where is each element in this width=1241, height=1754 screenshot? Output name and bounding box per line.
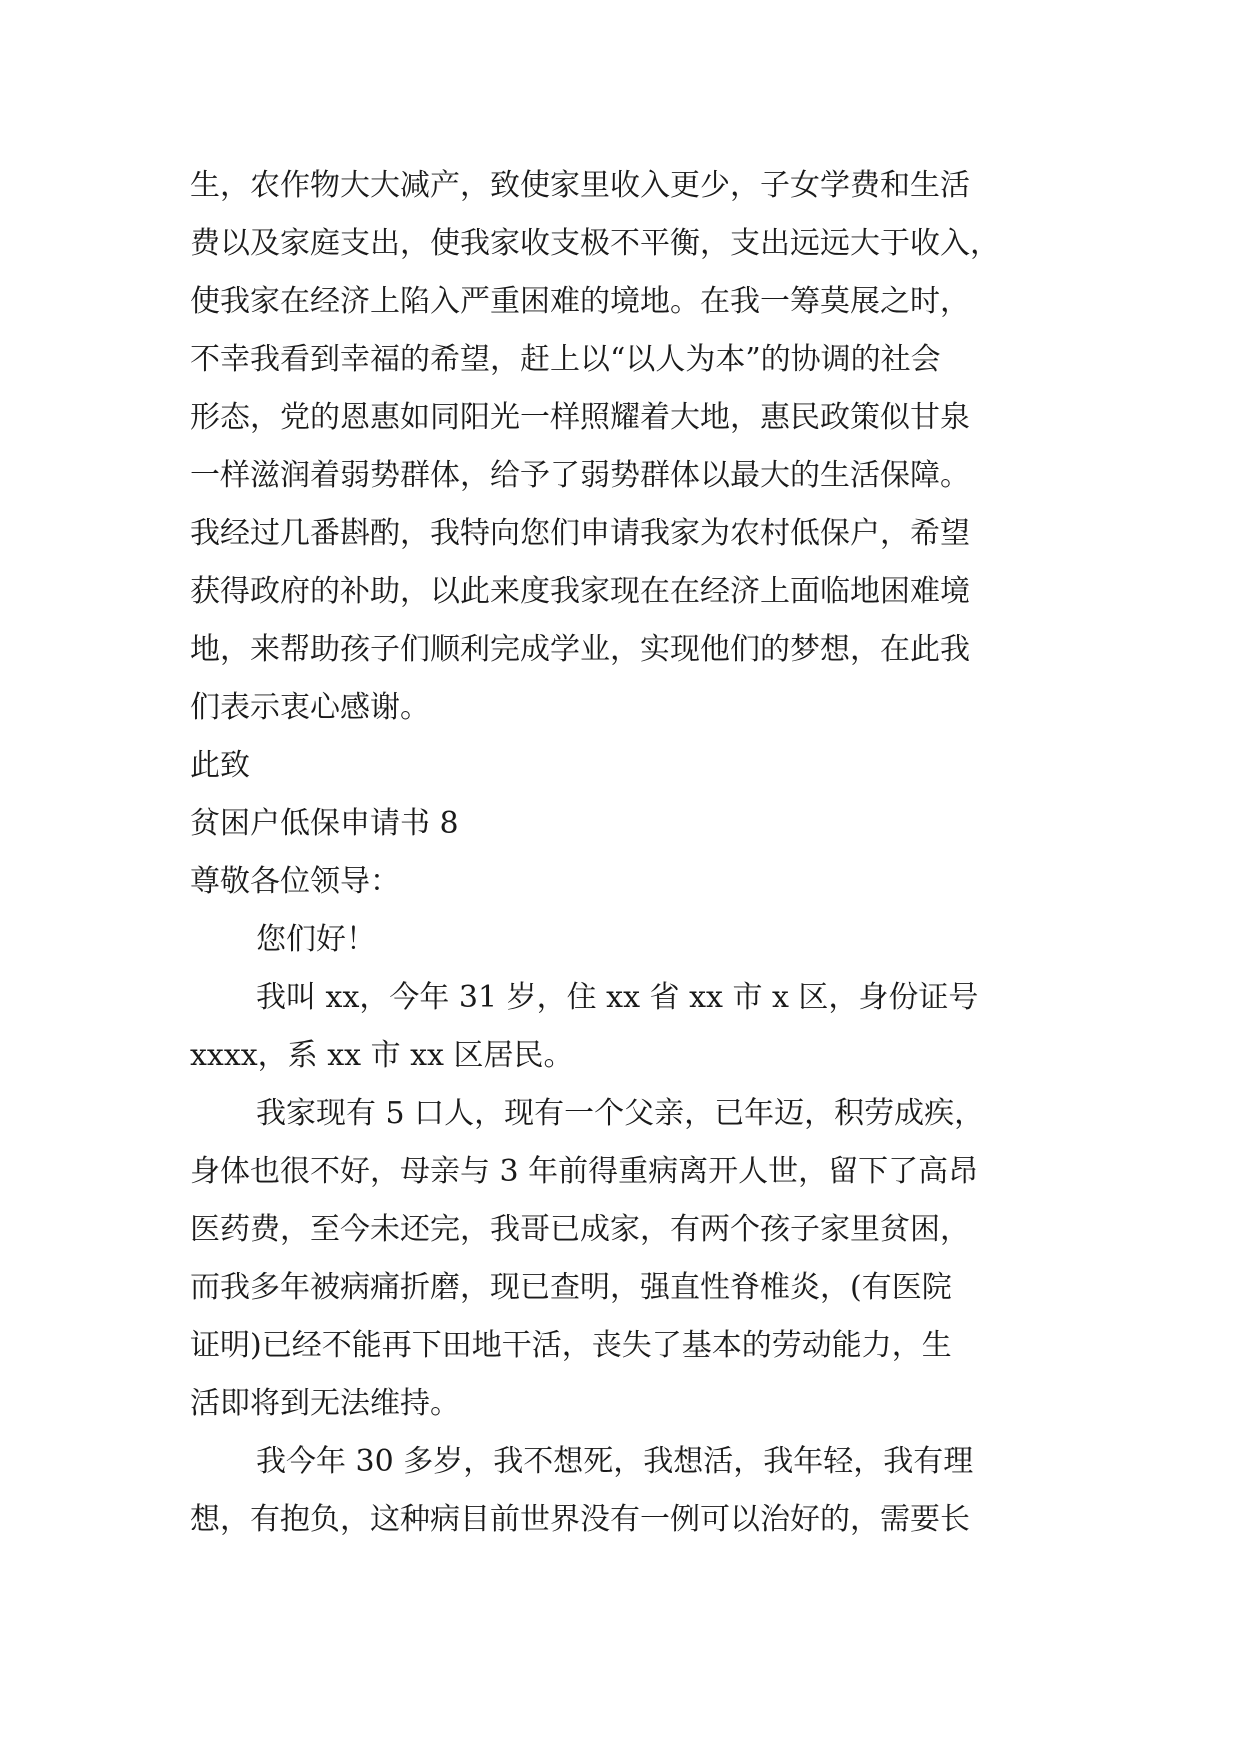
paragraph-line: 医药费，至今未还完，我哥已成家，有两个孩子家里贫困， xyxy=(190,1212,970,1247)
document-body xyxy=(190,157,1060,1549)
paragraph-line: 地，来帮助孩子们顺利完成学业，实现他们的梦想，在此我 xyxy=(190,632,970,667)
paragraph-line: 我叫 xx，今年 31 岁，住 xx 省 xx 市 x 区，身份证号 xyxy=(256,980,979,1015)
paragraph-line: 费以及家庭支出，使我家收支极不平衡，支出远远大于收入， xyxy=(190,226,1000,261)
paragraph-line: 我家现有 5 口人，现有一个父亲，已年迈，积劳成疾， xyxy=(256,1096,985,1131)
paragraph-line: 生，农作物大大减产，致使家里收入更少，子女学费和生活 xyxy=(190,168,970,203)
paragraph-line: 证明)已经不能再下田地干活，丧失了基本的劳动能力，生 xyxy=(190,1328,952,1363)
paragraph-line: 我经过几番斟酌，我特向您们申请我家为农村低保户，希望 xyxy=(190,516,970,551)
paragraph-line: 们表示衷心感谢。 xyxy=(190,690,430,725)
paragraph-line: 活即将到无法维持。 xyxy=(190,1386,460,1421)
paragraph-line: 不幸我看到幸福的希望，赶上以“以人为本”的协调的社会 xyxy=(190,342,941,377)
paragraph-line: xxxx，系 xx 市 xx 区居民。 xyxy=(190,1038,574,1073)
paragraph-line: 想，有抱负，这种病目前世界没有一例可以治好的，需要长 xyxy=(190,1502,970,1537)
section-title: 贫困户低保申请书 8 xyxy=(190,806,459,841)
closing-salutation: 此致 xyxy=(190,748,250,783)
paragraph-line: 身体也很不好，母亲与 3 年前得重病离开人世，留下了高昂 xyxy=(190,1154,979,1189)
greeting-line: 您们好！ xyxy=(256,922,376,957)
paragraph-line: 我今年 30 多岁，我不想死，我想活，我年轻，我有理 xyxy=(256,1444,974,1479)
letter-salutation: 尊敬各位领导： xyxy=(190,864,400,899)
paragraph-line: 而我多年被病痛折磨，现已查明，强直性脊椎炎，(有医院 xyxy=(190,1270,952,1305)
paragraph-line: 获得政府的补助，以此来度我家现在在经济上面临地困难境 xyxy=(190,574,970,609)
paragraph-line: 形态，党的恩惠如同阳光一样照耀着大地，惠民政策似甘泉 xyxy=(190,400,970,435)
paragraph-line: 一样滋润着弱势群体，给予了弱势群体以最大的生活保障。 xyxy=(190,458,970,493)
paragraph-line: 使我家在经济上陷入严重困难的境地。在我一筹莫展之时， xyxy=(190,284,970,319)
